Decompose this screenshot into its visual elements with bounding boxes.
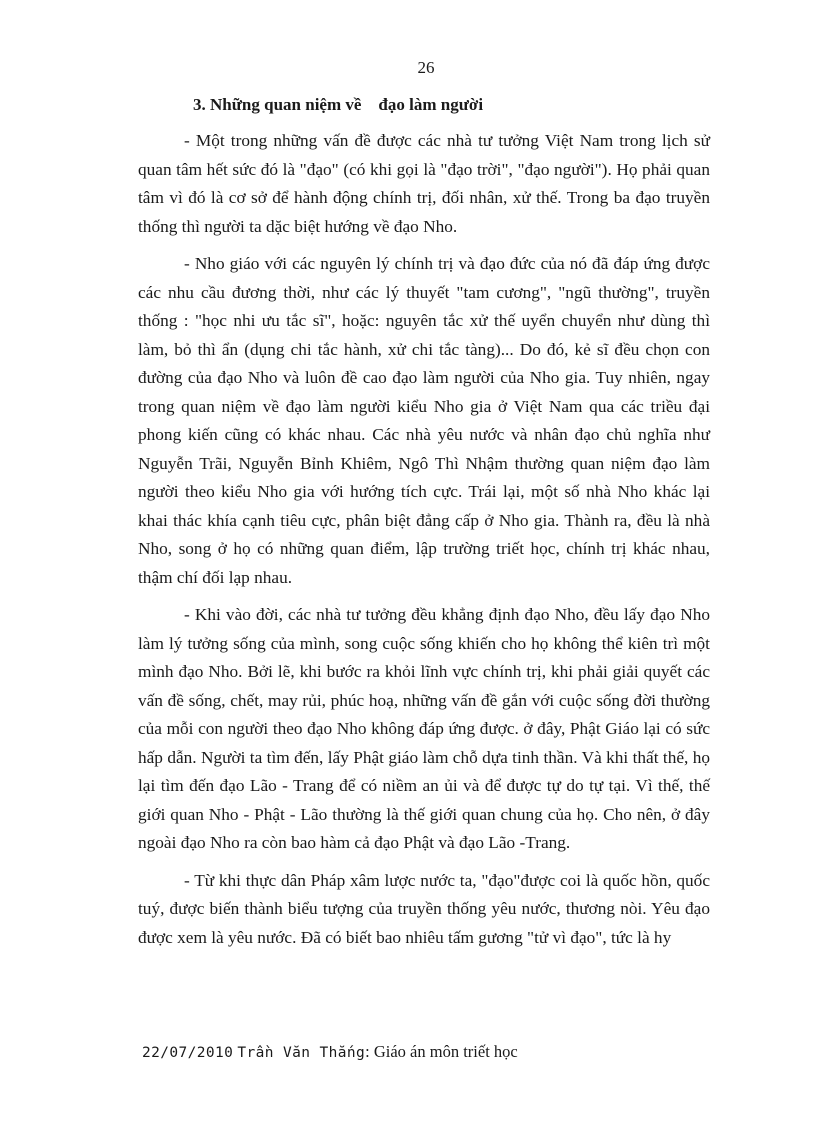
page-number: 26	[417, 58, 435, 77]
footer-date: 22/07/2010	[142, 1045, 234, 1061]
section-heading: 3. Những quan niệm về đạo làm người	[193, 95, 484, 114]
paragraph: - Khi vào đời, các nhà tư tưởng đều khẳng định đạo Nho, đều lấy đạo Nho làm lý tưởng sống của mình, song cuộc sống khiến cho họ không thể kiên trì một mình đạo Nho. Bởi lẽ, khi bước ra khỏi lĩnh vực chính trị, khi phải giải quyết các vấn đề sống, chết, may rủi, phúc hoạ, những vấn đề gắn với cuộc sống đời thường của mỗi con người theo đạo Nho không đáp ứng được. ở đây, Phật Giáo lại có sức hấp dẫn. Người ta tìm đến, lấy Phật giáo làm chỗ dựa tinh thần. Và khi thất thế, họ lại tìm đến đạo Lão - Trang để có niềm an ủi và để được tự do tự tại. Vì thế, thế giới quan Nho - Phật - Lão thường là thế giới quan chung của họ. Cho nên, ở đây ngoài đạo Nho ra còn bao hàm cả đạo Phật và đạo Lão -Trang.	[138, 605, 710, 852]
footer-author: Trần Văn Thắng	[237, 1045, 366, 1061]
page-footer	[142, 1042, 518, 1062]
paragraph: - Từ khi thực dân Pháp xâm lược nước ta, "đạo"được coi là quốc hồn, quốc tuý, được biến thành biểu tượng của truyền thống yêu nước, thương nòi. Yêu đạo được xem là yêu nước. Đã có biết bao nhiêu tấm gương "tử vì đạo", tức là hy	[138, 870, 710, 947]
footer-separator: :	[365, 1042, 370, 1061]
footer-title: Giáo án môn triết học	[369, 1042, 518, 1061]
paragraph: - Một trong những vấn đề được các nhà tư tưởng Việt Nam trong lịch sử quan tâm hết sức đó là "đạo" (có khi gọi là "đạo trời", "đạo người"). Họ phải quan tâm vì đó là cơ sở để hành động chính trị, đối nhân, xử thế. Trong ba đạo truyền thống thì người ta dặc biệt hướng về đạo Nho.	[138, 131, 710, 236]
body-text	[138, 127, 710, 961]
paragraph: - Nho giáo với các nguyên lý chính trị và đạo đức của nó đã đáp ứng được các nhu cầu đương thời, như các lý thuyết "tam cương", "ngũ thường", truyền thống : "học nhi ưu tắc sĩ", hoặc: nguyên tắc xử thế uyển chuyển như dùng thì làm, bỏ thì ẩn (dụng chi tắc hành, xử chi tắc tàng)... Do đó, kẻ sĩ đều chọn con đường của đạo Nho và luôn đề cao đạo làm người của Nho gia. Tuy nhiên, ngay trong quan niệm về đạo làm người kiểu Nho gia ở Việt Nam qua các triều đại phong kiến cũng có khác nhau. Các nhà yêu nước và nhân đạo chủ nghĩa như Nguyễn Trãi, Nguyễn Bỉnh Khiêm, Ngô Thì Nhậm thường quan niệm đạo làm người theo kiểu Nho gia với hướng tích cực. Trái lại, một số nhà Nho khác lại khai thác khía cạnh tiêu cực, phân biệt đẳng cấp ở Nho gia. Thành ra, đều là nhà Nho, song ở họ có những quan điểm, lập trường triết học, chính trị khác nhau, thậm chí đối lạp nhau.	[138, 254, 710, 587]
